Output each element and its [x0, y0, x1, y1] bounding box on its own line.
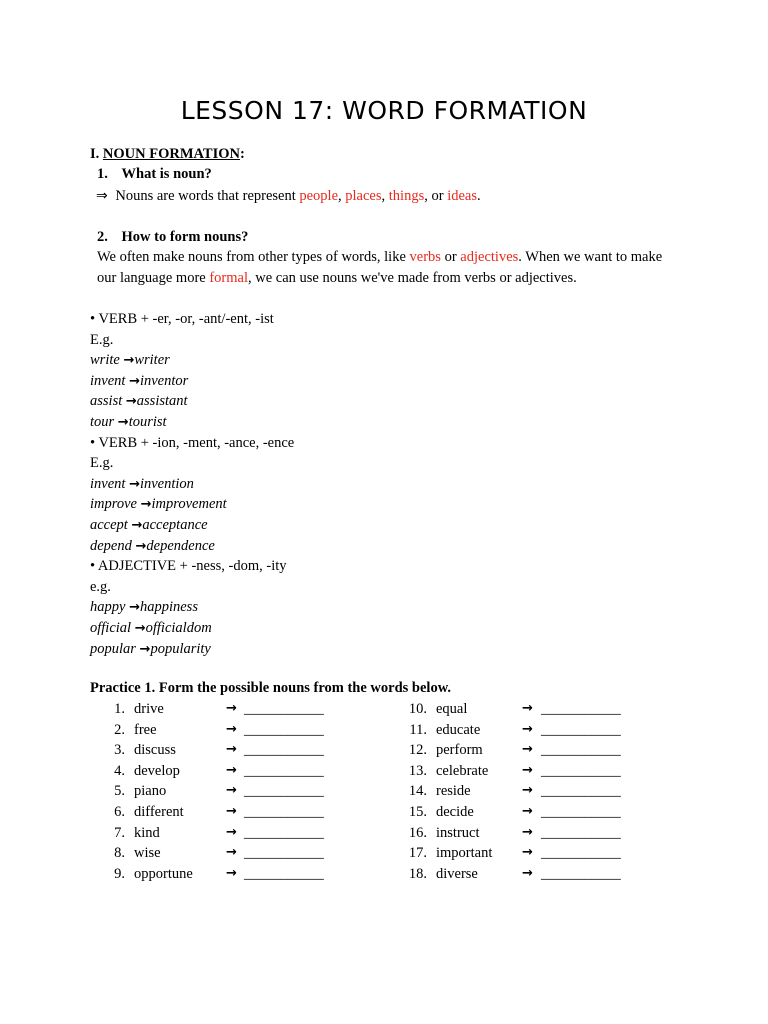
arrow-icon: →: [522, 762, 533, 778]
arrow-icon: →: [226, 701, 237, 716]
paragraph-text: , we can use nouns we've made from verbs or adjectives.: [248, 270, 577, 286]
practice-row: [395, 781, 471, 802]
question-1-text: What is noun?: [121, 166, 212, 182]
practice-row: [101, 781, 166, 802]
rule-line: • VERB + -er, -or, -ant/-ent, -ist: [90, 311, 274, 327]
arrow-icon: →: [522, 721, 533, 737]
question-1-number: 1.: [97, 166, 108, 182]
paragraph-or: or: [444, 249, 457, 265]
answer-blank: ___________: [244, 865, 324, 882]
definition-word-people: people: [299, 188, 339, 204]
practice-word: reside: [436, 783, 471, 800]
example-base-word: invent: [90, 475, 126, 492]
section-heading: [90, 144, 245, 164]
practice-row: [395, 864, 478, 885]
paragraph-word-formal: formal: [209, 270, 248, 286]
example-base-word: happy: [90, 599, 126, 616]
arrow-icon: →: [125, 394, 137, 410]
answer-blank: ___________: [541, 721, 621, 738]
answer-blank: ___________: [541, 742, 621, 759]
arrow-icon: →: [123, 353, 135, 369]
section-name: NOUN FORMATION: [102, 146, 240, 162]
arrow-icon: →: [522, 701, 533, 716]
eg-label: E.g.: [90, 455, 114, 472]
example-line: [90, 494, 227, 516]
example-line: [90, 371, 188, 393]
example-line: [90, 350, 170, 372]
example-derived-word: acceptance: [142, 517, 208, 533]
arrow-icon: →: [226, 742, 237, 758]
question-2: [97, 227, 248, 247]
answer-blank: ___________: [541, 701, 621, 717]
paragraph-line-1: [97, 247, 662, 267]
answer-blank: ___________: [541, 865, 621, 882]
practice-heading: Practice 1. Form the possible nouns from the words below.: [90, 680, 451, 696]
practice-row: [395, 802, 474, 823]
practice-word: decide: [436, 804, 474, 820]
example-derived-word: officialdom: [145, 620, 212, 636]
practice-row: [101, 740, 176, 761]
practice-number: 18.: [408, 865, 427, 882]
page-title: LESSON 17: WORD FORMATION: [180, 96, 588, 125]
practice-number: 12.: [408, 742, 427, 759]
answer-blank: ___________: [244, 824, 324, 841]
example-base-word: tour: [90, 414, 115, 430]
answer-blank: ___________: [541, 804, 621, 820]
example-line: [90, 515, 208, 537]
arrow-icon: →: [129, 600, 140, 616]
arrow-icon: →: [226, 721, 237, 737]
definition-or: or: [431, 188, 444, 204]
question-2-text: How to form nouns?: [121, 229, 249, 245]
paragraph-text: . When we want to make: [518, 249, 663, 265]
arrow-icon: →: [522, 845, 533, 861]
section-colon: :: [239, 146, 245, 162]
example-base-word: depend: [90, 537, 132, 554]
practice-word: wise: [134, 845, 161, 862]
example-derived-word: popularity: [150, 640, 211, 657]
example-base-word: improve: [90, 496, 137, 513]
answer-blank: ___________: [541, 824, 621, 841]
paragraph-text: We often make nouns from other types of words, like: [97, 249, 406, 265]
arrow-icon: →: [131, 518, 143, 533]
answer-blank: ___________: [244, 804, 324, 820]
arrow-icon: →: [129, 476, 140, 492]
arrow-icon: →: [140, 497, 152, 513]
practice-word: perform: [436, 742, 483, 759]
example-base-word: assist: [90, 393, 123, 410]
answer-blank: ___________: [244, 701, 324, 717]
practice-number: 14.: [408, 783, 427, 800]
example-derived-word: happiness: [139, 599, 198, 616]
arrow-icon: →: [226, 762, 237, 778]
arrow-icon: →: [522, 824, 533, 840]
answer-blank: ___________: [244, 783, 324, 800]
example-derived-word: dependence: [146, 537, 215, 554]
arrow-icon: →: [522, 865, 533, 881]
example-derived-word: improvement: [151, 496, 227, 513]
arrow-icon: →: [135, 538, 147, 554]
practice-word: different: [134, 804, 184, 820]
example-base-word: official: [90, 620, 132, 636]
practice-number: 9.: [114, 865, 125, 882]
example-derived-word: inventor: [139, 372, 189, 389]
practice-word: develop: [134, 762, 180, 779]
example-line: [90, 536, 215, 558]
practice-word: equal: [436, 701, 468, 717]
example-derived-word: invention: [139, 475, 194, 492]
practice-word: celebrate: [436, 762, 489, 779]
practice-word: free: [134, 721, 157, 738]
eg-label: e.g.: [90, 578, 111, 595]
practice-row: [395, 823, 480, 844]
practice-word: drive: [134, 701, 164, 717]
example-derived-word: tourist: [128, 414, 167, 430]
arrow-icon: →: [117, 415, 129, 430]
rule-line: • VERB + -ion, -ment, -ance, -ence: [90, 434, 295, 451]
section-prefix: I.: [90, 146, 100, 162]
practice-row: [101, 823, 160, 844]
example-derived-word: writer: [134, 352, 170, 369]
arrow-icon: →: [522, 783, 533, 799]
practice-number: 13.: [408, 762, 427, 779]
arrow-icon: →: [522, 804, 533, 819]
paragraph-text: our language more: [97, 270, 206, 286]
practice-row: [395, 843, 492, 864]
example-line: [90, 391, 188, 413]
practice-row: [395, 720, 480, 741]
practice-number: 7.: [114, 824, 125, 841]
paragraph-word-adjectives: adjectives: [460, 249, 519, 265]
practice-number: 2.: [114, 721, 125, 738]
implies-arrow-icon: ⇒: [96, 188, 108, 204]
example-base-word: popular: [90, 640, 136, 657]
example-base-word: write: [90, 352, 120, 369]
practice-word: opportune: [134, 865, 193, 882]
eg-label: E.g.: [90, 331, 114, 348]
example-line: [90, 639, 211, 661]
practice-row: [395, 699, 467, 720]
practice-row: [101, 802, 184, 823]
example-base-word: invent: [90, 372, 126, 389]
example-line: [90, 412, 167, 434]
practice-word: instruct: [436, 824, 480, 841]
noun-definition: ⇒ Nouns are words that represent people, places, things, or ideas.: [96, 188, 481, 204]
arrow-icon: →: [522, 742, 533, 758]
paragraph-word-verbs: verbs: [409, 249, 441, 265]
answer-blank: ___________: [244, 742, 324, 759]
paragraph-line-2: [97, 268, 577, 288]
practice-row: [101, 761, 180, 782]
arrow-icon: →: [134, 621, 146, 636]
practice-word: important: [436, 845, 493, 862]
definition-text: Nouns are words that represent: [115, 188, 296, 204]
answer-blank: ___________: [541, 783, 621, 800]
practice-row: [101, 699, 164, 720]
arrow-icon: →: [226, 865, 237, 881]
example-base-word: accept: [90, 517, 128, 533]
answer-blank: ___________: [541, 762, 621, 779]
definition-word-ideas: ideas: [447, 188, 477, 204]
example-line: [90, 474, 194, 496]
practice-number: 5.: [114, 783, 125, 800]
practice-number: 11.: [409, 721, 427, 738]
practice-number: 10.: [408, 701, 427, 717]
question-1: [97, 164, 212, 184]
example-line: [90, 597, 198, 619]
practice-row: [101, 720, 157, 741]
arrow-icon: →: [226, 783, 237, 799]
arrow-icon: →: [129, 373, 140, 389]
practice-number: 6.: [114, 804, 125, 820]
answer-blank: ___________: [244, 762, 324, 779]
practice-word: kind: [134, 824, 160, 841]
example-derived-word: assistant: [136, 393, 188, 410]
question-2-number: 2.: [97, 229, 108, 245]
practice-word: discuss: [134, 742, 176, 759]
practice-word: piano: [134, 783, 167, 800]
arrow-icon: →: [139, 641, 151, 657]
arrow-icon: →: [226, 824, 237, 840]
rule-line: • ADJECTIVE + -ness, -dom, -ity: [90, 558, 287, 575]
practice-number: 8.: [114, 845, 125, 862]
practice-row: [101, 843, 161, 864]
practice-number: 15.: [408, 804, 427, 820]
answer-blank: ___________: [244, 721, 324, 738]
practice-row: [395, 740, 483, 761]
arrow-icon: →: [226, 845, 237, 861]
practice-number: 17.: [408, 845, 427, 862]
practice-word: educate: [436, 721, 481, 738]
practice-row: [395, 761, 488, 782]
arrow-icon: →: [226, 804, 237, 819]
answer-blank: ___________: [541, 845, 621, 862]
answer-blank: ___________: [244, 845, 324, 862]
practice-number: 3.: [114, 742, 125, 759]
definition-word-things: things: [388, 188, 425, 204]
practice-number: 1.: [114, 701, 125, 717]
definition-word-places: places: [345, 188, 382, 204]
practice-row: [101, 864, 193, 885]
practice-number: 16.: [408, 824, 427, 841]
practice-number: 4.: [114, 762, 125, 779]
example-line: [90, 618, 212, 640]
practice-word: diverse: [436, 865, 478, 882]
